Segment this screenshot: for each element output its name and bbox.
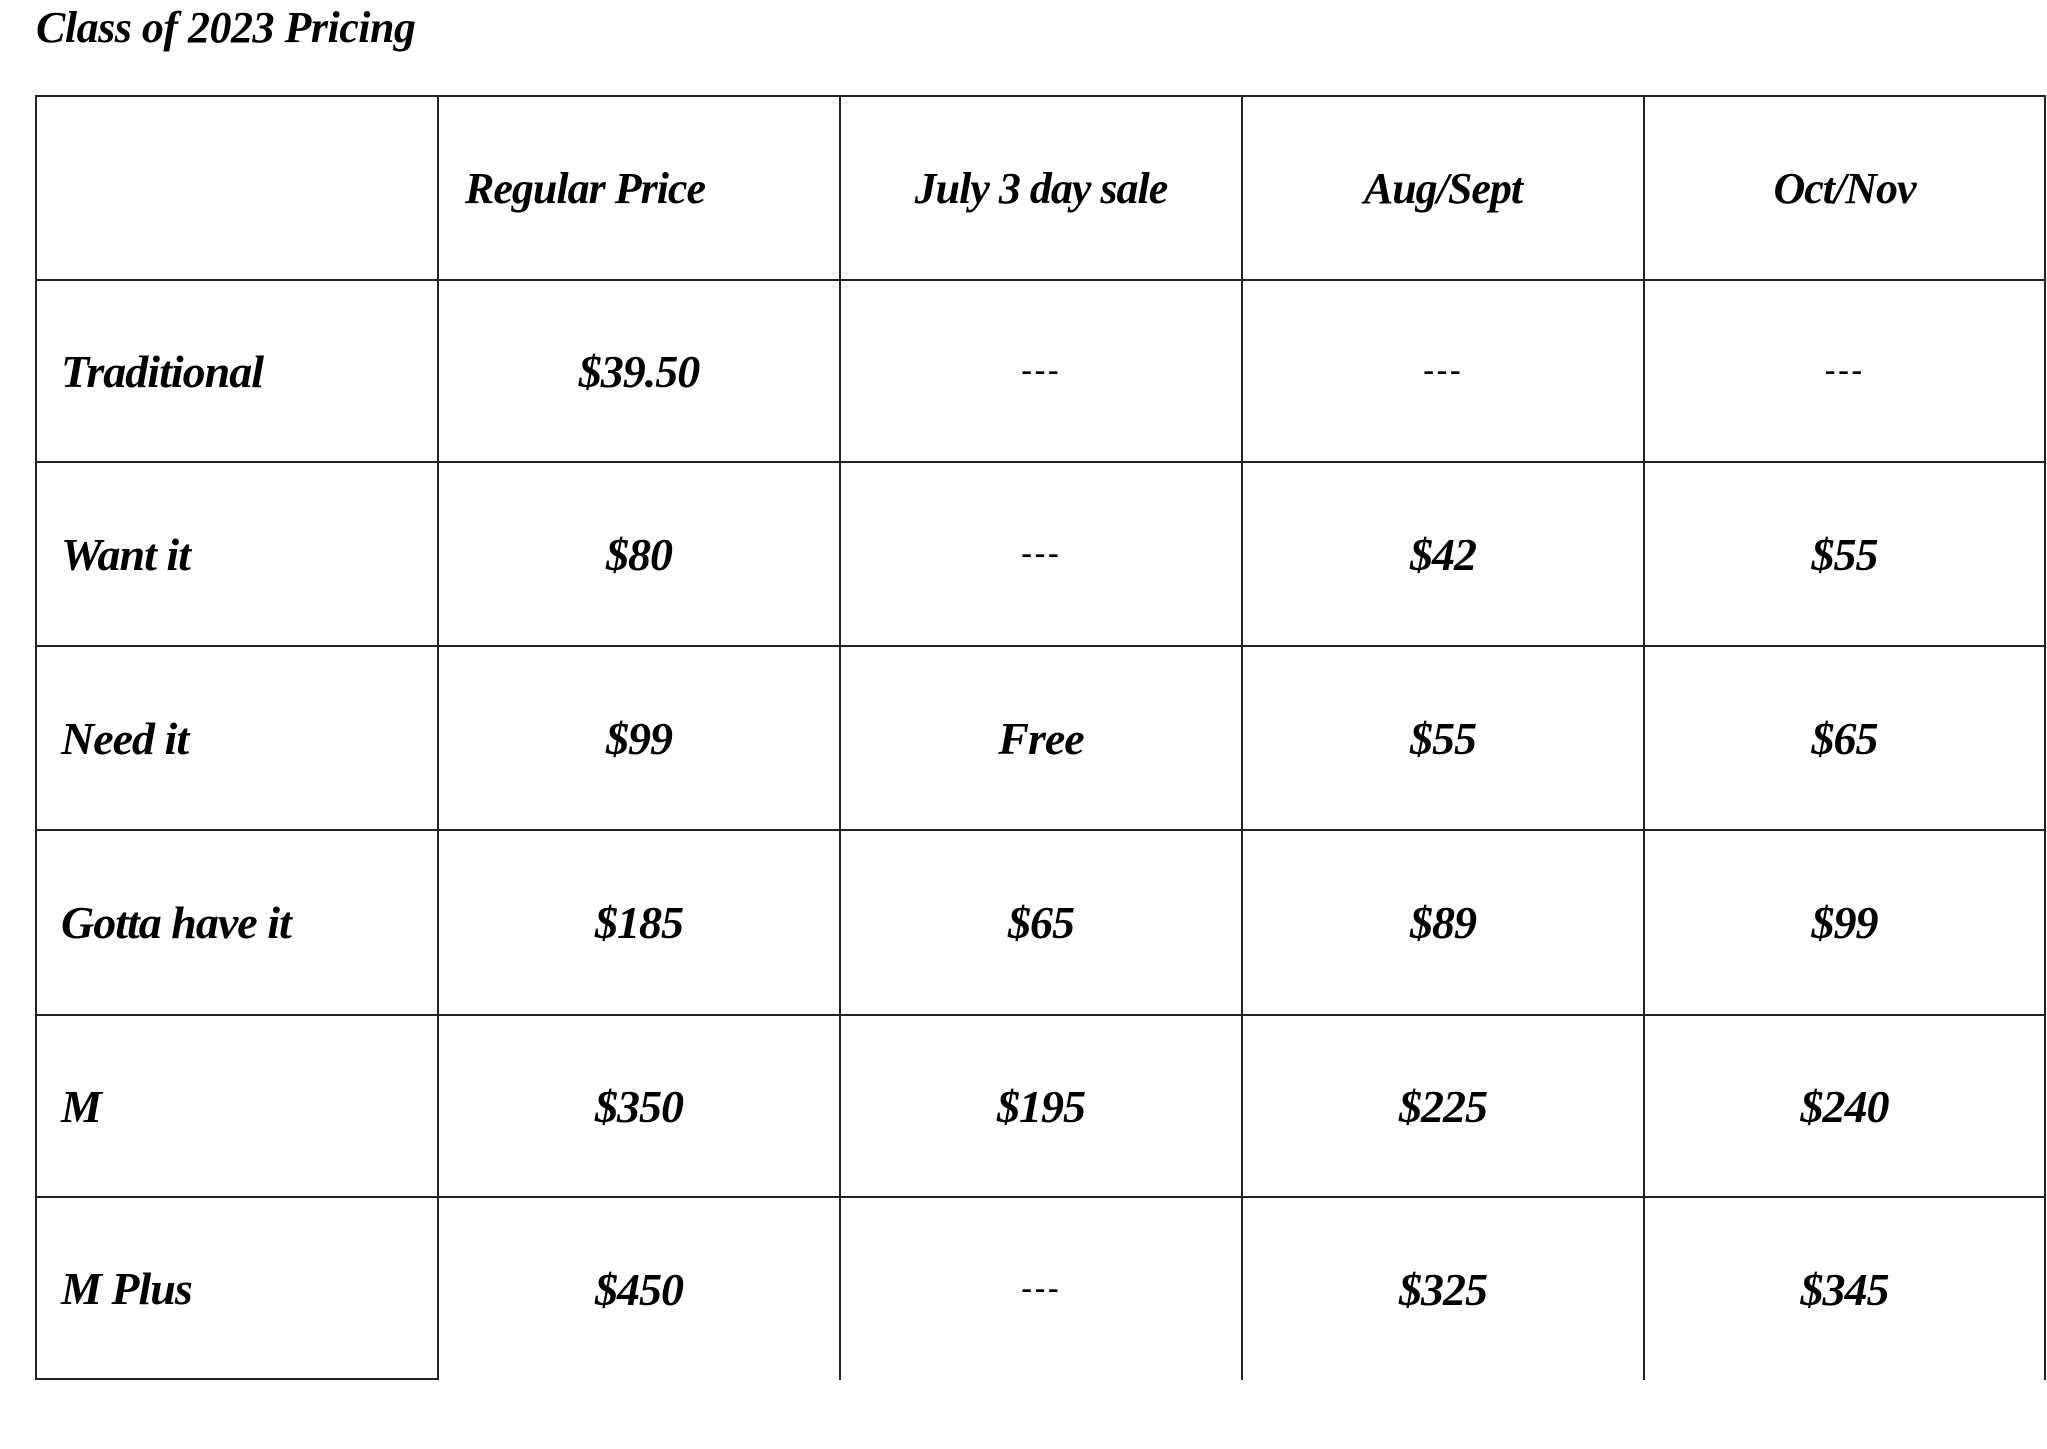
table-cell: $42 xyxy=(1241,461,1643,645)
table-cell: $89 xyxy=(1241,829,1643,1014)
table-cell: $99 xyxy=(1643,829,2046,1014)
table-cell: $240 xyxy=(1643,1014,2046,1196)
row-label: Want it xyxy=(35,461,437,645)
table-header-oct-nov: Oct/Nov xyxy=(1643,95,2046,279)
table-cell: $225 xyxy=(1241,1014,1643,1196)
table-cell: $65 xyxy=(839,829,1241,1014)
table-cell: --- xyxy=(839,461,1241,645)
table-cell: $65 xyxy=(1643,645,2046,829)
table-cell: --- xyxy=(839,279,1241,461)
table-cell: --- xyxy=(1643,279,2046,461)
table-cell: $39.50 xyxy=(437,279,839,461)
table-header-regular-price: Regular Price xyxy=(437,95,839,279)
table-cell: --- xyxy=(839,1196,1241,1380)
row-label: Gotta have it xyxy=(35,829,437,1014)
table-header-aug-sept: Aug/Sept xyxy=(1241,95,1643,279)
table-cell: $80 xyxy=(437,461,839,645)
table-cell: $195 xyxy=(839,1014,1241,1196)
row-label: M xyxy=(35,1014,437,1196)
table-cell: $345 xyxy=(1643,1196,2046,1380)
table-cell: $350 xyxy=(437,1014,839,1196)
table-header-corner xyxy=(35,95,437,279)
pricing-table xyxy=(35,95,2046,1380)
table-cell: $185 xyxy=(437,829,839,1014)
table-cell: $325 xyxy=(1241,1196,1643,1380)
table-cell: $55 xyxy=(1643,461,2046,645)
row-label: Traditional xyxy=(35,279,437,461)
table-cell: $99 xyxy=(437,645,839,829)
row-label: Need it xyxy=(35,645,437,829)
page-title: Class of 2023 Pricing xyxy=(36,3,416,52)
table-header-july-sale: July 3 day sale xyxy=(839,95,1241,279)
row-label: M Plus xyxy=(35,1196,437,1380)
table-cell: --- xyxy=(1241,279,1643,461)
table-cell: $450 xyxy=(437,1196,839,1380)
table-cell: $55 xyxy=(1241,645,1643,829)
table-cell: Free xyxy=(839,645,1241,829)
